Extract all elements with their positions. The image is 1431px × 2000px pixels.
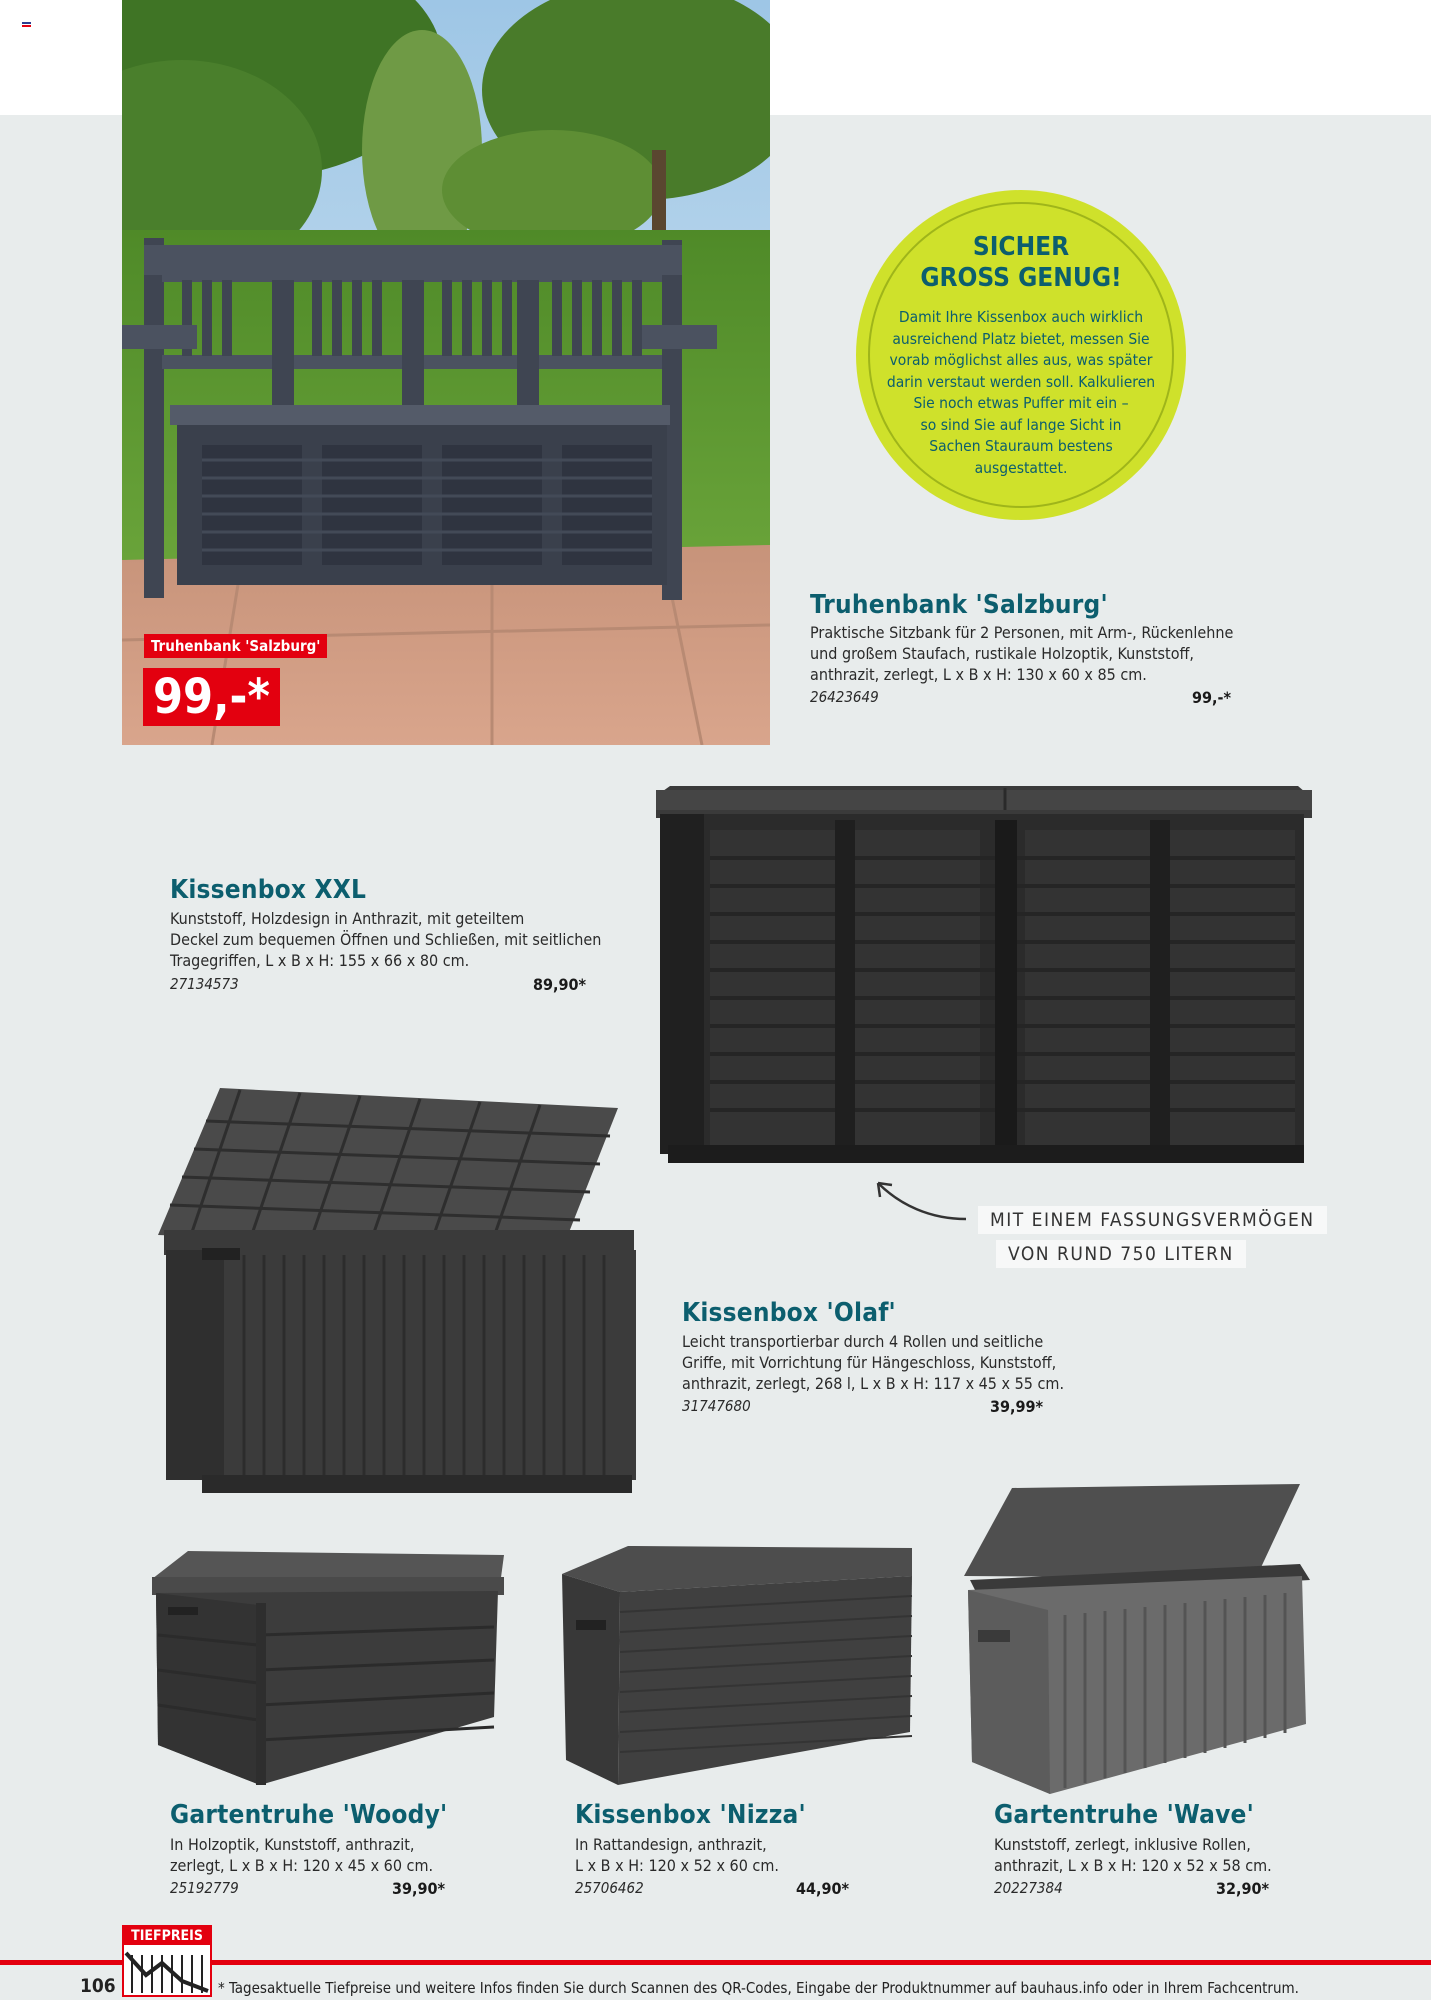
callout-circle: [856, 190, 1186, 520]
product-title-olaf: Kissenbox 'Olaf': [682, 1298, 896, 1328]
callout-text-6: so sind Sie auf lange Sicht in: [920, 415, 1122, 434]
product-price-woody: 39,90*: [392, 1879, 446, 1898]
product-desc-nizza-1: In Rattandesign, anthrazit,: [575, 1835, 767, 1854]
product-desc-olaf-3: anthrazit, zerlegt, 268 l, L x B x H: 117 x 45 x 55 cm.: [682, 1374, 1065, 1393]
product-desc-wave-1: Kunststoff, zerlegt, inklusive Rollen,: [994, 1835, 1251, 1854]
callout-text-3: vorab möglichst alles aus, was später: [889, 351, 1153, 369]
arrow-icon: [870, 1175, 970, 1225]
product-title-woody: Gartentruhe 'Woody': [170, 1800, 448, 1830]
capacity-note-1: MIT EINEM FASSUNGSVERMÖGEN: [978, 1206, 1327, 1234]
callout-heading-2: GROSS GENUG!: [920, 263, 1122, 293]
product-image-woody: [148, 1545, 508, 1785]
product-artno-woody: 25192779: [170, 1879, 239, 1897]
product-image-olaf: [150, 1080, 650, 1510]
product-desc-woody-2: zerlegt, L x B x H: 120 x 45 x 60 cm.: [170, 1856, 434, 1875]
callout-text-5: Sie noch etwas Puffer mit ein –: [913, 394, 1129, 412]
product-title-wave: Gartentruhe 'Wave': [994, 1800, 1254, 1830]
price-drop-icon: [124, 1945, 210, 1995]
product-desc-salzburg-1: Praktische Sitzbank für 2 Personen, mit Arm-, Rückenlehne: [810, 623, 1234, 642]
product-artno-salzburg: 26423649: [810, 688, 879, 706]
tiefpreis-label: TIEFPREIS: [124, 1927, 210, 1945]
product-desc-xxl-2: Deckel zum bequemen Öffnen und Schließen, mit seitlichen: [170, 930, 602, 949]
product-title-xxl: Kissenbox XXL: [170, 875, 367, 905]
product-desc-woody-1: In Holzoptik, Kunststoff, anthrazit,: [170, 1835, 415, 1854]
callout-text-7: Sachen Stauraum bestens: [929, 437, 1113, 455]
flag-icon: [22, 22, 31, 29]
product-price-olaf: 39,99*: [990, 1397, 1044, 1416]
product-artno-xxl: 27134573: [170, 975, 239, 993]
product-artno-wave: 20227384: [994, 1879, 1063, 1897]
product-title-salzburg: Truhenbank 'Salzburg': [810, 590, 1108, 620]
hero-badge-name: Truhenbank 'Salzburg': [144, 634, 327, 658]
product-image-xxl: [650, 780, 1315, 1172]
callout-text-8: ausgestattet.: [974, 458, 1068, 477]
product-price-wave: 32,90*: [1216, 1879, 1270, 1898]
tiefpreis-logo: [122, 1925, 212, 1997]
product-desc-wave-2: anthrazit, L x B x H: 120 x 52 x 58 cm.: [994, 1856, 1272, 1875]
footnote: * Tagesaktuelle Tiefpreise und weitere Infos finden Sie durch Scannen des QR-Codes, Eingabe der Produktnummer auf bauhaus.info oder in Ihrem Fachcentrum.: [218, 1979, 1299, 1997]
product-desc-olaf-2: Griffe, mit Vorrichtung für Hängeschloss, Kunststoff,: [682, 1353, 1057, 1372]
hero-badge-price: 99,-*: [143, 668, 280, 726]
page-number: 106: [80, 1975, 116, 1997]
product-image-wave: [960, 1480, 1315, 1805]
capacity-note-2: VON RUND 750 LITERN: [996, 1240, 1246, 1268]
callout-text-2: ausreichend Platz bietet, messen Sie: [892, 329, 1150, 348]
product-desc-salzburg-3: anthrazit, zerlegt, L x B x H: 130 x 60 x 85 cm.: [810, 665, 1147, 684]
footer-red-line: [0, 1960, 1431, 1965]
product-desc-xxl-3: Tragegriffen, L x B x H: 155 x 66 x 80 cm.: [170, 951, 470, 970]
callout-heading-1: SICHER: [972, 232, 1070, 262]
product-desc-nizza-2: L x B x H: 120 x 52 x 60 cm.: [575, 1856, 779, 1875]
product-artno-nizza: 25706462: [575, 1879, 644, 1897]
product-price-xxl: 89,90*: [533, 975, 587, 994]
product-title-nizza: Kissenbox 'Nizza': [575, 1800, 806, 1830]
product-image-nizza: [558, 1540, 918, 1785]
product-desc-olaf-1: Leicht transportierbar durch 4 Rollen und seitliche: [682, 1332, 1044, 1351]
product-price-nizza: 44,90*: [796, 1879, 850, 1898]
product-artno-olaf: 31747680: [682, 1397, 751, 1415]
product-desc-xxl-1: Kunststoff, Holzdesign in Anthrazit, mit geteiltem: [170, 909, 525, 928]
callout-text-4: darin verstaut werden soll. Kalkulieren: [886, 372, 1156, 391]
callout-text-1: Damit Ihre Kissenbox auch wirklich: [898, 308, 1144, 326]
product-price-salzburg: 99,-*: [1192, 688, 1231, 707]
product-desc-salzburg-2: und großem Staufach, rustikale Holzoptik, Kunststoff,: [810, 644, 1194, 663]
